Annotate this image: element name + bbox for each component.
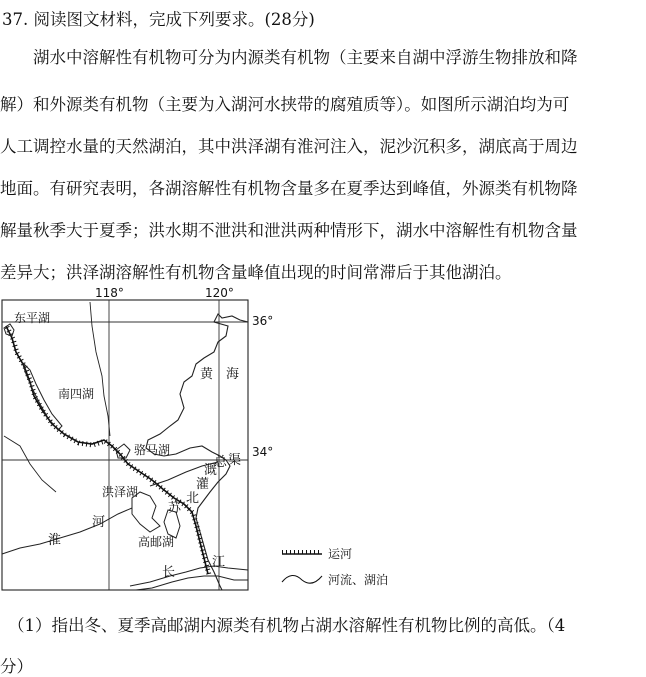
- yangtze-river: [130, 566, 248, 586]
- guan-label-1: 灌: [196, 477, 210, 492]
- sub-question-1: （1）指出冬、夏季高邮湖内源类有机物占湖水溶解性有机物比例的高低。（4: [8, 616, 566, 635]
- paragraph-line: 解）和外源类有机物（主要为入湖河水挟带的腐殖质等）。如图所示湖泊均为可: [0, 95, 570, 114]
- paragraph-line: 湖水中溶解性有机物可分为内源类有机物（主要来自湖中浮游生物排放和降: [33, 48, 578, 67]
- legend-river-symbol: [282, 575, 322, 583]
- sea-label-2: 海: [226, 367, 240, 382]
- lat-34-label: 34°: [252, 445, 274, 459]
- huai-river: [2, 508, 132, 554]
- grand-canal: [6, 326, 208, 574]
- lat-36-label: 36°: [252, 314, 274, 328]
- huai-label-2: 河: [92, 515, 106, 530]
- question-header: 37. 阅读图文材料，完成下列要求。(28分): [2, 10, 315, 29]
- guan-label-4: 渠: [228, 453, 242, 468]
- sea-label-1: 黄: [200, 367, 214, 382]
- subei-label-2: 北: [186, 491, 200, 506]
- legend-canal-label: 运河: [328, 547, 353, 561]
- dongping-lake-label: 东平湖: [14, 311, 51, 325]
- paragraph-line: 差异大；洪泽湖溶解性有机物含量峰值出现的时间常滞后于其他湖泊。: [0, 263, 512, 282]
- guan-label-2: 溉: [204, 463, 218, 478]
- nansi-lake: [22, 362, 62, 430]
- grand-canal-ticks: [7, 327, 209, 575]
- yangtze-river-bank: [136, 576, 248, 590]
- huai-label-1: 淮: [48, 533, 62, 548]
- sub-question-1-continued: 分）: [0, 657, 33, 676]
- western-river: [4, 436, 56, 492]
- gaoyou-lake-label: 高邮湖: [138, 535, 175, 549]
- map-figure: [0, 286, 420, 606]
- guan-label-3: 总: [214, 455, 228, 470]
- dongping-lake: [4, 324, 14, 336]
- paragraph-line: 解量秋季大于夏季；洪水期不泄洪和泄洪两种情形下，湖水中溶解性有机物含量: [0, 221, 578, 240]
- nansi-lake-label: 南四湖: [58, 387, 95, 401]
- lon-118-label: 118°: [95, 286, 124, 300]
- lon-120-label: 120°: [205, 286, 234, 300]
- chang-label-2: 江: [212, 555, 226, 570]
- chang-label-1: 长: [162, 565, 176, 580]
- paragraph-line: 地面。有研究表明，各湖溶解性有机物含量多在夏季达到峰值，外源类有机物降: [0, 179, 578, 198]
- paragraph-line: 人工调控水量的天然湖泊，其中洪泽湖有淮河注入，泥沙沉积多，湖底高于周边: [0, 137, 578, 156]
- hongze-lake-label: 洪泽湖: [102, 485, 139, 499]
- legend-river-label: 河流、湖泊: [328, 573, 389, 587]
- subei-label-1: 苏: [168, 501, 182, 516]
- luoma-lake-label: 骆马湖: [134, 443, 171, 457]
